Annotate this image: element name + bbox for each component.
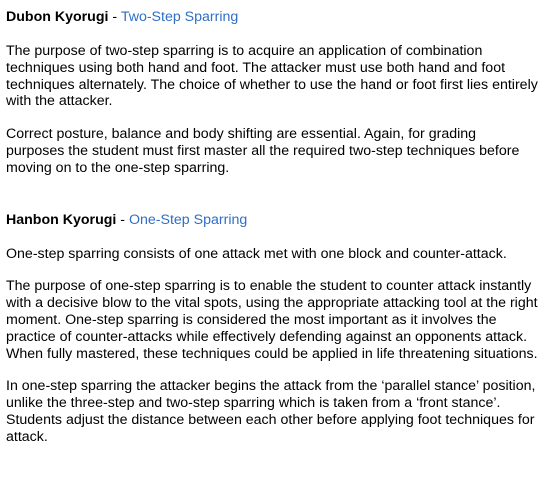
heading-subtitle: One-Step Sparring	[128, 211, 248, 228]
section-heading-one-step	[6, 210, 538, 230]
heading-separator: -	[108, 9, 121, 25]
paragraph: One-step sparring consists of one attack met with one block and counter-attack.	[6, 245, 507, 262]
paragraph: The purpose of one-step sparring is to enable the student to counter attack instantly with a decisive blow to the vital spots, using the appropriate attacking tool at the right moment. One-step sparring is considered the most important as it involves the practice of counter-attacks while effectively defending against an opponents attack. When fully mastered, these techniques could be applied in life threatening situations.	[6, 278, 538, 362]
section-heading-two-step	[6, 7, 538, 27]
heading-term: Hanbon Kyorugi	[6, 211, 117, 228]
heading-subtitle: Two-Step Sparring	[120, 9, 239, 25]
paragraph: Correct posture, balance and body shifting are essential. Again, for grading purposes the student must first master all the required two-step techniques before moving on to the one-step sparring.	[6, 126, 520, 176]
heading-separator: -	[116, 211, 129, 228]
paragraph: The purpose of two-step sparring is to acquire an application of combination techniques using both hand and foot. The attacker must use both hand and foot techniques alternately. The choice of whether to use the hand or foot first lies entirely with the attacker.	[6, 43, 538, 110]
paragraph: In one-step sparring the attacker begins the attack from the ‘parallel stance’ position, unlike the three-step and two-step sparring which is taken from a ‘front stance’. Students adjust the distance between each other before applying foot techniques for attack.	[6, 378, 536, 445]
heading-term: Dubon Kyorugi	[6, 9, 109, 25]
